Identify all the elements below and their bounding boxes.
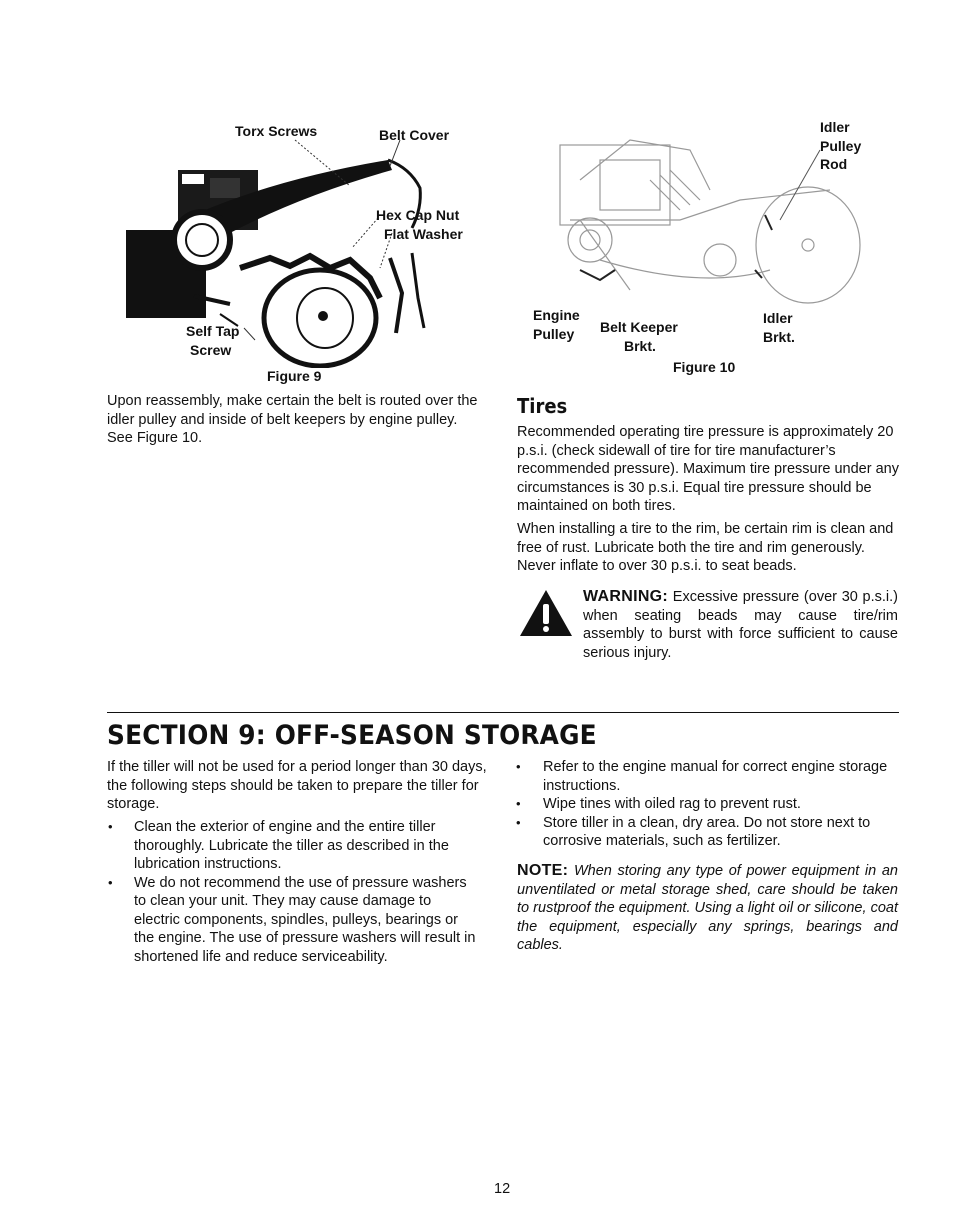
label-self-tap: Self Tap bbox=[186, 323, 240, 339]
label-hex-cap-nut: Hex Cap Nut bbox=[376, 207, 460, 223]
right-bullet-list bbox=[515, 758, 899, 851]
label-idler-brkt-brkt: Brkt. bbox=[763, 329, 795, 345]
warning-icon bbox=[518, 588, 574, 638]
label-engine-pulley: Pulley bbox=[533, 326, 575, 342]
figure-9-illustration bbox=[120, 118, 480, 368]
figure-9-caption: Figure 9 bbox=[267, 368, 322, 384]
note-label: NOTE: bbox=[517, 862, 569, 879]
label-idler-rod: Rod bbox=[820, 156, 848, 172]
note-block bbox=[517, 862, 898, 955]
list-item: • Store tiller in a clean, dry area. Do not store next to corrosive materials, such as fertilizer. bbox=[515, 814, 899, 851]
figure-10-caption: Figure 10 bbox=[673, 359, 736, 375]
section-9-intro: If the tiller will not be used for a period longer than 30 days, the following steps should be taken to prepare the tiller for storage. bbox=[107, 759, 487, 812]
tires-paragraph-2: When installing a tire to the rim, be certain rim is clean and free of rust. Lubricate both the tire and rim generously. Never inflate to over 30 p.s.i. to seat beads. bbox=[517, 521, 894, 574]
left-bullet-list bbox=[107, 818, 481, 966]
section-9-heading: SECTION 9: OFF-SEASON STORAGE bbox=[107, 720, 597, 751]
list-item: • Clean the exterior of engine and the entire tiller thoroughly. Lubricate the tiller as described in the lubrication instructions. bbox=[107, 818, 481, 874]
label-idler: Idler bbox=[820, 119, 850, 135]
label-belt-keeper-brkt: Brkt. bbox=[624, 338, 656, 354]
label-belt-cover: Belt Cover bbox=[379, 127, 450, 143]
list-item: • Wipe tines with oiled rag to prevent rust. bbox=[515, 795, 899, 814]
label-engine: Engine bbox=[533, 307, 580, 323]
note-text: When storing any type of power equipment in an unventilated or metal storage shed, care should be taken to rustproof the equipment. Using a light oil or silicone, coat the equipment, especially any springs, bearings and cables. bbox=[517, 863, 898, 953]
warning-block bbox=[583, 588, 898, 662]
label-idler-brkt: Idler bbox=[763, 310, 793, 326]
tires-paragraph-1: Recommended operating tire pressure is approximately 20 p.s.i. (check sidewall of tire for tire manufacturer’s recommended pressure). Maximum tire pressure under any circumstances is 30 p.s.i. Equal tire pressure should be maintained on both tires. bbox=[517, 424, 899, 514]
label-belt-keeper: Belt Keeper bbox=[600, 319, 678, 335]
reassembly-text: Upon reassembly, make certain the belt is routed over the idler pulley and inside of belt keepers by engine pulley. See Figure 10. bbox=[107, 393, 478, 446]
list-item: • Refer to the engine manual for correct engine storage instructions. bbox=[515, 758, 899, 795]
label-idler-pulley: Pulley bbox=[820, 138, 862, 154]
tires-heading: Tires bbox=[517, 394, 568, 418]
list-item: • We do not recommend the use of pressure washers to clean your unit. They may cause damage to electric components, spindles, pulleys, bearings or the engine. The use of pressure washers will result in shortened life and reduce serviceability. bbox=[107, 874, 481, 967]
warning-label: WARNING: bbox=[583, 588, 669, 605]
label-screw: Screw bbox=[190, 342, 232, 358]
page-number: 12 bbox=[494, 1181, 511, 1197]
section-divider bbox=[107, 712, 899, 713]
label-torx-screws: Torx Screws bbox=[235, 123, 318, 139]
label-flat-washer: Flat Washer bbox=[384, 226, 463, 242]
warning-text: Excessive pressure (over 30 p.s.i.) when seating beads may cause tire/rim assembly to burst with force sufficient to cause serious injury. bbox=[583, 589, 898, 661]
figure-10 bbox=[530, 115, 880, 380]
figure-9 bbox=[120, 118, 480, 388]
